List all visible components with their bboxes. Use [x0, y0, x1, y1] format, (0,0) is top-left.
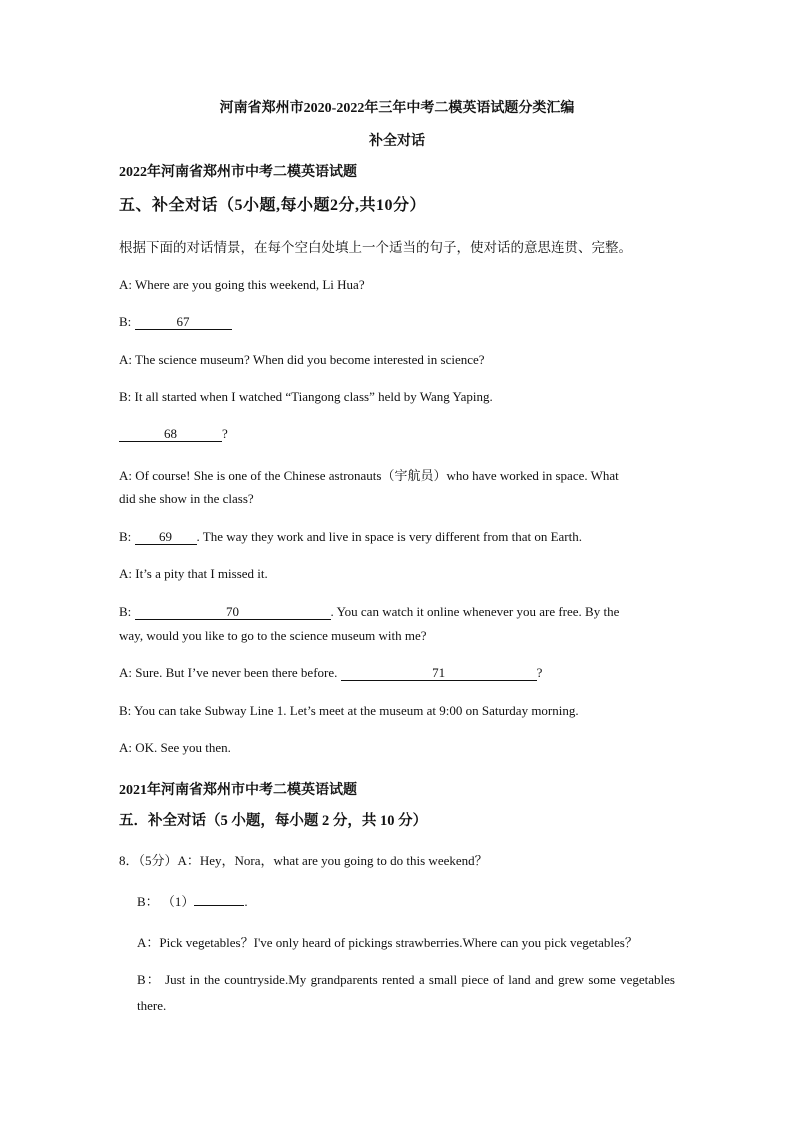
blank-2021-1[interactable] [194, 905, 244, 906]
dialog-line-2 [119, 314, 232, 330]
dialog-line-8: A: It’s a pity that I missed it. [119, 566, 268, 581]
blank-69[interactable]: 69 [135, 530, 197, 545]
line-9-text: . You can watch it online whenever you are free. By the [330, 604, 620, 619]
dialog-line-9b: way, would you like to go to the science museum with me? [119, 628, 427, 643]
blank-68[interactable]: 68 [119, 427, 222, 442]
dialog-line-12: A: OK. See you then. [119, 740, 231, 755]
section-2021-heading: 2021年河南省郑州市中考二模英语试题 [119, 783, 357, 798]
dialog-line-9 [119, 604, 619, 620]
dialog-line-7 [119, 529, 582, 545]
dialog-line-6b: did she show in the class? [119, 491, 254, 506]
dialog-line-11: B: You can take Subway Line 1. Let’s meet at the museum at 9:00 on Saturday morning. [119, 703, 579, 718]
document-title: 河南省郑州市2020-2022年三年中考二模英语试题分类汇编 [219, 101, 575, 116]
question-8-line: 8．（5分）A：Hey，Nora，what are you going to do this weekend？ [119, 853, 488, 868]
dialog-line-3: A: The science museum? When did you become interested in science? [119, 352, 485, 367]
instruction-text: 根据下面的对话情景，在每个空白处填上一个适当的句子，使对话的意思连贯、完整。 [119, 240, 632, 255]
blank-67[interactable]: 67 [135, 315, 232, 330]
dialog-line-5 [119, 426, 228, 442]
dialog-2021-a2: A：Pick vegetables？I've only heard of pickings strawberries.Where can you pick vegetables？ [137, 935, 638, 950]
blank-70[interactable]: 70 [135, 605, 331, 620]
section-2022-part-title: 五、补全对话（5小题,每小题2分,共10分） [119, 197, 427, 214]
dialog-line-4: B: It all started when I watched “Tiangong class” held by Wang Yaping. [119, 389, 493, 404]
speaker-b: B: [119, 314, 135, 329]
document-subtitle: 补全对话 [369, 134, 425, 149]
speaker-b: B： （1） [137, 894, 195, 909]
dialog-line-10 [119, 665, 542, 681]
line-10-text: A: Sure. But I’ve never been there before. [119, 665, 341, 680]
dialog-line-6a: A: Of course! She is one of the Chinese astronauts（宇航员）who have worked in space. What [119, 468, 619, 483]
section-2021-part-title: 五．补全对话（5 小题，每小题 2 分，共 10 分） [119, 813, 428, 829]
dialog-2021-b1 [137, 891, 248, 910]
question-mark: ? [222, 426, 228, 441]
section-2022-heading: 2022年河南省郑州市中考二模英语试题 [119, 165, 357, 180]
speaker-b: B: [119, 529, 135, 544]
line-7-text: . The way they work and live in space is very different from that on Earth. [196, 529, 582, 544]
blank-71[interactable]: 71 [341, 666, 537, 681]
question-mark: ? [536, 665, 543, 680]
speaker-b: B: [119, 604, 135, 619]
dialog-line-1: A: Where are you going this weekend, Li Hua? [119, 277, 365, 292]
period: . [244, 894, 248, 909]
dialog-2021-b2: B： Just in the countryside.My grandparents rented a small piece of land and grew some vegetables there. [137, 972, 675, 1013]
